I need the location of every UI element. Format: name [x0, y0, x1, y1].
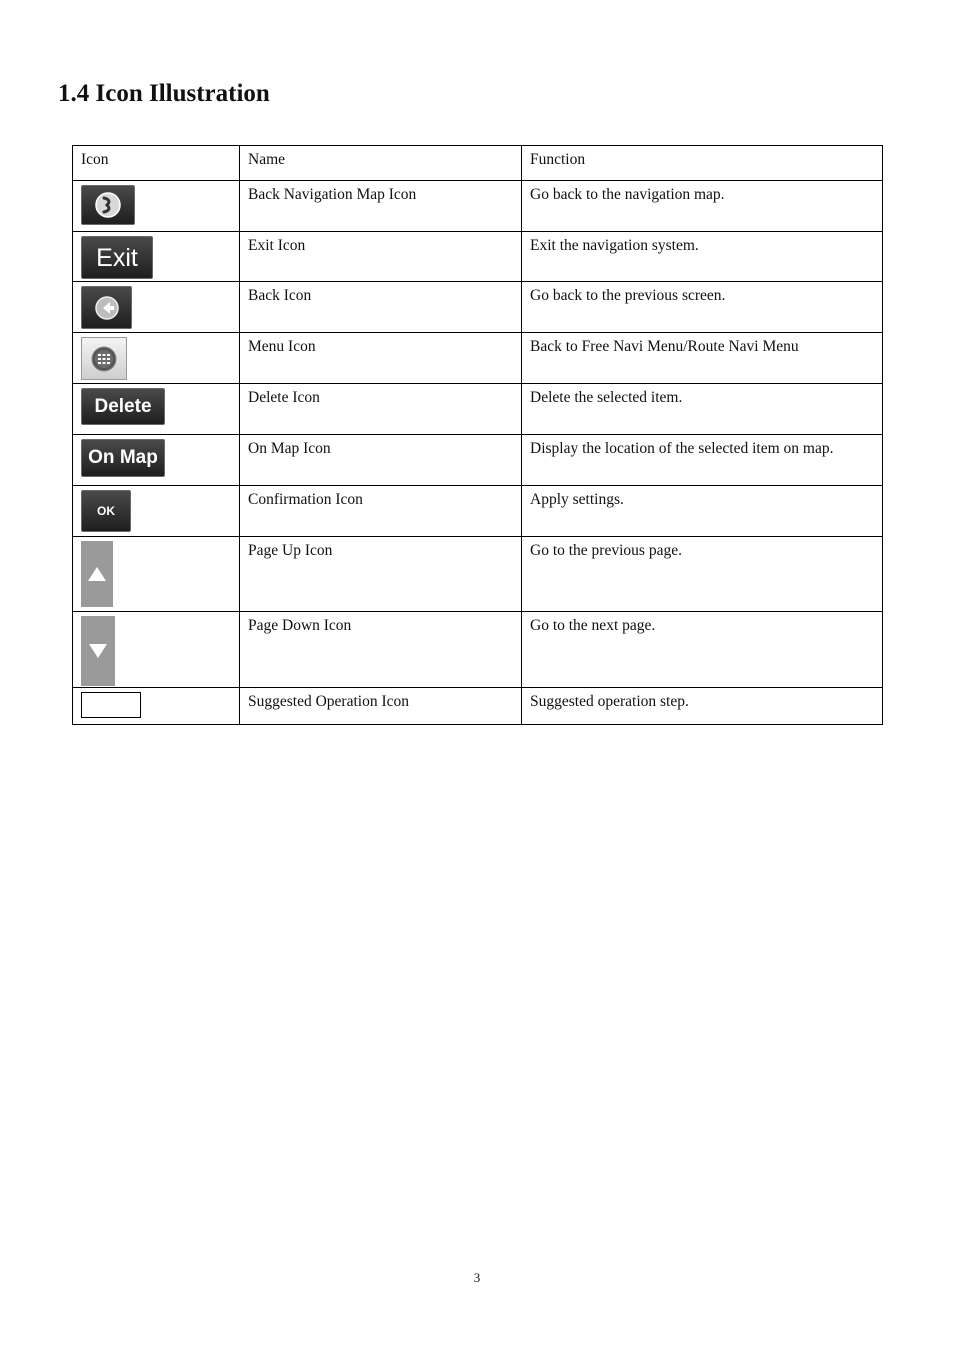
table-row: [73, 688, 883, 725]
confirmation-icon: OK: [81, 490, 131, 532]
header-name: Name: [240, 146, 522, 181]
table-row: [73, 537, 883, 612]
row-name: Menu Icon: [240, 333, 522, 384]
menu-icon: [81, 337, 127, 380]
row-function: Display the location of the selected item on map.: [522, 435, 883, 486]
row-name: Back Navigation Map Icon: [240, 181, 522, 232]
back-navigation-map-icon: [81, 185, 135, 225]
row-name: Delete Icon: [240, 384, 522, 435]
icon-table: [72, 145, 883, 725]
header-function: Function: [522, 146, 883, 181]
row-function: Go to the previous page.: [522, 537, 883, 612]
page-down-icon: [81, 616, 115, 686]
header-icon: Icon: [73, 146, 240, 181]
table-row: [73, 333, 883, 384]
row-name: Exit Icon: [240, 232, 522, 282]
row-name: Page Up Icon: [240, 537, 522, 612]
row-name: Back Icon: [240, 282, 522, 333]
row-name: Suggested Operation Icon: [240, 688, 522, 725]
row-function: Exit the navigation system.: [522, 232, 883, 282]
table-row: [73, 282, 883, 333]
back-icon: [81, 286, 132, 329]
table-row: [73, 384, 883, 435]
table-row: [73, 486, 883, 537]
page-number: 3: [473, 1270, 481, 1285]
row-name: Page Down Icon: [240, 612, 522, 688]
table-row: [73, 612, 883, 688]
row-function: Apply settings.: [522, 486, 883, 537]
row-function: Go back to the navigation map.: [522, 181, 883, 232]
row-function: Suggested operation step.: [522, 688, 883, 725]
delete-icon: Delete: [81, 388, 165, 425]
exit-icon: Exit: [81, 236, 153, 279]
row-function: Go back to the previous screen.: [522, 282, 883, 333]
row-function: Delete the selected item.: [522, 384, 883, 435]
row-function: Back to Free Navi Menu/Route Navi Menu: [522, 333, 883, 384]
on-map-icon: On Map: [81, 439, 165, 477]
row-name: On Map Icon: [240, 435, 522, 486]
table-row: [73, 181, 883, 232]
page-up-icon: [81, 541, 113, 607]
row-function: Go to the next page.: [522, 612, 883, 688]
table-row: [73, 232, 883, 282]
row-name: Confirmation Icon: [240, 486, 522, 537]
table-row: [73, 435, 883, 486]
section-heading: 1.4 Icon Illustration: [58, 80, 270, 107]
suggested-operation-icon: [81, 692, 141, 718]
table-header-row: [73, 146, 883, 181]
